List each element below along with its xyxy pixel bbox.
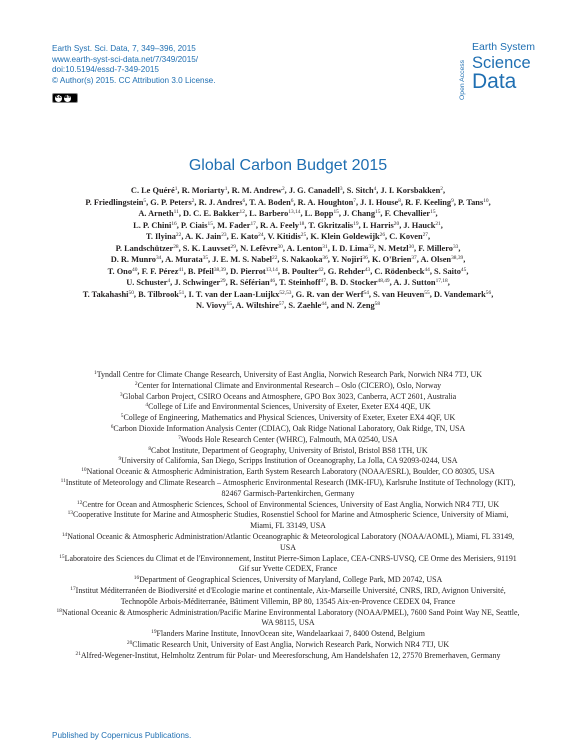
- affiliation-list: [56, 370, 520, 662]
- affiliation-number: 8: [148, 445, 152, 452]
- author-affiliation-ref: 4: [373, 186, 377, 192]
- author: [196, 301, 232, 310]
- author: [298, 198, 356, 207]
- author-name: P. Landschützer: [115, 243, 174, 253]
- affiliation-text: National Oceanic & Atmospheric Administration/Pacific Marine Environmental Laboratory (NOAA/PMEL), 7600 Sand Point Way NE, Seattle, WA 98115, USA: [61, 607, 520, 628]
- author-affiliation-ref: 28: [173, 243, 179, 250]
- author: [231, 232, 264, 241]
- author-affiliation-ref: 29: [220, 278, 226, 284]
- author-name: A. Lenton: [286, 243, 323, 253]
- author-name: D. C. E. Bakker: [182, 209, 240, 218]
- author-affiliation-ref: 32: [368, 243, 374, 250]
- journal-header: [52, 44, 216, 86]
- author: [138, 290, 184, 299]
- affiliation-text: National Oceanic & Atmospheric Administration/Atlantic Oceanographic & Meteorological Laboratory (NOAA/AOML), Miami, FL 33149, USA: [67, 531, 515, 552]
- author-name: S. Zaehle: [288, 301, 322, 310]
- author-name: B. Tilbrook: [138, 289, 179, 299]
- author-name: I. Harris: [362, 220, 394, 230]
- author-affiliation-ref: 13,14: [288, 209, 301, 215]
- author-affiliation-ref: 46: [269, 278, 276, 284]
- affiliation-number: 14: [61, 531, 68, 538]
- author: [405, 198, 454, 207]
- affiliation: [56, 640, 520, 651]
- author-affiliation-ref: 58: [374, 301, 381, 307]
- author-name: G. P. Peters: [150, 197, 192, 207]
- author-affiliation-ref: 31: [322, 243, 328, 250]
- affiliation-text: Cooperative Institute for Marine and Atmospheric Studies, Rosenstiel School for Marine and Atmospheric Science, University of Miami, Miami, FL 33149, USA: [73, 510, 509, 531]
- publisher-footer: Published by Copernicus Publications.: [52, 731, 192, 740]
- affiliation-number: 10: [81, 467, 87, 474]
- author-affiliation-ref: 22: [175, 232, 182, 238]
- author-name: T. Ono: [107, 266, 132, 276]
- author: [332, 255, 368, 264]
- affiliation: [56, 402, 520, 413]
- author: [249, 198, 293, 207]
- author: [83, 290, 134, 299]
- author-affiliation-ref: 51: [178, 289, 185, 296]
- author-name: N. Metzl: [378, 243, 409, 253]
- author-name: J. I. Korsbakken: [380, 186, 441, 195]
- affiliation: [56, 456, 520, 467]
- author-name: R. A. Houghton: [297, 197, 354, 207]
- author: [378, 244, 414, 253]
- affiliation-text: Tyndall Centre for Climate Change Research, University of East Anglia, Norwich Research Park, Norwich NR4 7TJ, UK: [96, 370, 482, 379]
- author-affiliation-ref: 20: [393, 220, 400, 227]
- author: [108, 267, 138, 276]
- affiliation-number: 5: [120, 413, 124, 420]
- author-name: F. Millero: [418, 243, 453, 253]
- author-affiliation-ref: 29: [230, 243, 236, 250]
- author-affiliation-ref: 15: [333, 209, 339, 215]
- affiliation: [56, 651, 520, 662]
- affiliation: [56, 500, 520, 511]
- author-name: A. J. Sutton: [393, 278, 436, 287]
- author: [360, 198, 401, 207]
- author: [183, 209, 245, 218]
- author-affiliation-ref: 16: [171, 220, 177, 227]
- author: [199, 198, 246, 207]
- author: [282, 255, 328, 264]
- author-name: J. E. M. S. Nabel: [212, 255, 272, 264]
- author-name: L. Bopp: [304, 209, 334, 218]
- author-affiliation-ref: 2: [281, 186, 285, 192]
- license-text: © Author(s) 2015. CC Attribution 3.0 License.: [52, 75, 216, 85]
- author-name: P. Friedlingstein: [85, 197, 144, 207]
- affiliation: [56, 467, 520, 478]
- author: [346, 301, 380, 310]
- author-affiliation-ref: 35: [202, 255, 209, 261]
- affiliation: [56, 413, 520, 424]
- author: [310, 232, 385, 241]
- author-name: B. Poulter: [282, 266, 319, 276]
- affiliation: [56, 554, 520, 576]
- affiliation-number: 21: [75, 650, 81, 657]
- author: [138, 209, 178, 218]
- affiliation-text: Center for International Climate and Environmental Research – Oslo (CICERO), Oslo, Norway: [137, 380, 442, 390]
- author: [181, 221, 213, 230]
- author: [182, 186, 228, 195]
- affiliation-number: 16: [133, 575, 140, 582]
- author-affiliation-ref: 15: [430, 209, 436, 215]
- author-affiliation-ref: 11: [173, 209, 179, 215]
- author-affiliation-ref: 36: [322, 255, 328, 261]
- affiliation-text: Institute of Meteorology and Climate Research – Atmospheric Environmental Research (IMK-IFU), Karlsruhe Institute of Technology (KIT), 82467 Garmisch-Partenkirchen, Germany: [65, 477, 516, 498]
- affiliation: [56, 608, 520, 630]
- author-name: N. Lefèvre: [240, 243, 278, 253]
- affiliation-text: Climatic Research Unit, University of East Anglia, Norwich Research Park, Norwich NR4 7TJ, UK: [132, 639, 450, 649]
- author: [372, 255, 417, 264]
- author-name: R. A. Feely: [260, 220, 299, 230]
- affiliation-number: 18: [56, 607, 62, 614]
- affiliation-number: 13: [67, 510, 73, 517]
- author: [363, 221, 399, 230]
- affiliation-number: 4: [145, 402, 149, 409]
- affiliation-text: Institut Méditerranéen de Biodiversité et d'Ecologie marine et continentale, Aix-Marseille Université, CNRS, IRD, Avignon Université, Technopôle Arbois-Méditerranée, Bâtiment Villemin, BP 80, 13545 Aix-en-Provence CEDEX 04, France: [75, 585, 506, 606]
- author-affiliation-ref: 52,53: [279, 289, 292, 296]
- author-affiliation-ref: 24: [258, 232, 264, 238]
- author-name: V. Kitidis: [267, 232, 301, 241]
- author-affiliation-ref: 6: [242, 197, 246, 204]
- affiliation-number: 1: [94, 370, 97, 376]
- author-name: A. K. Jain: [185, 232, 222, 241]
- affiliation: [56, 370, 520, 381]
- affiliation: [56, 424, 520, 435]
- affiliation-number: 17: [70, 585, 76, 592]
- author-affiliation-ref: 34: [155, 255, 162, 261]
- affiliation-number: 7: [178, 434, 181, 441]
- author-list: C. Le Quéré$^1$, R. Moriarty$^1$, R. M. Andrew$^2$, J. G. Canadell$^3$, S. Sitch$^4$, J. I. Korsbakken$^2$, P. Friedlingstein$^5$, G. P. Peters$^2$, R. J. Andres$^6$, T. A. Boden$^6$, R. A. Houghton$^7$, J. I. House$^8$, R. F. Keeling$^9$, P. Tans$^{10}$, A. Arneth$^{11}$, D. C. E. Bakker$^{12}$, L. Barbero$^{13,14}$, L. Bopp$^{15}$, J. Chang$^{15}$, F. Chevallier$^{15}$, L. P. Chini$^{16}$, P. Ciais$^{15}$, M. Fader$^{17}$, R. A. Feely$^{18}$, T. Gkritzalis$^{19}$, I. Harris$^{20}$, J. Hauck$^{21}$, T. Ilyina$^{22}$, A. K. Jain$^{23}$, E. Kato$^{24}$, V. Kitidis$^{25}$, K. Klein Goldewijk$^{26}$, C. Koven$^{27}$, P. Landschützer$^{28}$, S. K. Lauvset$^{29}$, N. Lefèvre$^{30}$, A. Lenton$^{31}$, I. D. Lima$^{32}$, N. Metzl$^{30}$, F. Millero$^{33}$, D. R. Munro$^{34}$, A. Murata$^{35}$, J. E. M. S. Nabel$^{22}$, S. Nakaoka$^{36}$, Y. Nojiri$^{36}$, K. O'Brien$^{37}$, A. Olsen$^{38,39}$, T. Ono$^{40}$, F. F. Pérez$^{41}$, B. Pfeil$^{38,39}$, D. Pierrot$^{13,14}$, B. Poulter$^{42}$, G. Rehder$^{43}$, C. Rödenbeck$^{44}$, S. Saito$^{45}$, U. Schuster$^4$, J. Schwinger$^{29}$, R. Séférian$^{46}$, T. Steinhoff$^{47}$, B. D. Stocker$^{48,49}$, A. J. Sutton$^{17,18}$, T. Takahashi$^{50}$, B. Tilbrook$^{51}$, I. T. van der Laan-Luijkx$^{52,53}$, G. R. van der Werf$^{54}$, S. van Heuven$^{55}$, D. Vandemark$^{56}$, N. Viovy$^{15}$, A. Wiltshire$^{57}$, S. Zaehle$^{44}$, and N. Zeng$^{58}$: [82, 186, 494, 310]
- author-name: T. Takahashi: [82, 289, 129, 299]
- author-affiliation-ref: 45: [460, 266, 467, 273]
- author: [380, 186, 443, 195]
- author-name: K. O'Brien: [371, 255, 412, 264]
- author: [236, 301, 285, 310]
- author: [330, 278, 389, 287]
- author: [343, 209, 380, 218]
- author-affiliation-ref: 4: [167, 278, 171, 284]
- author-name: A. Olsen: [420, 255, 452, 264]
- author-name: M. Fader: [217, 220, 251, 230]
- author-affiliation-ref: 38,39: [451, 255, 464, 261]
- affiliation-number: 11: [60, 477, 66, 484]
- author-name: S. Nakaoka: [281, 255, 323, 264]
- affiliation: [56, 381, 520, 392]
- author: [111, 255, 162, 264]
- cc-icon: cc: [55, 94, 62, 100]
- affiliation-number: 15: [59, 553, 65, 560]
- author-affiliation-ref: 37: [411, 255, 417, 261]
- author-name: R. F. Keeling: [405, 197, 452, 207]
- author: [308, 221, 358, 230]
- author: [165, 255, 208, 264]
- affiliation-text: College of Engineering, Mathematics and Physical Sciences, University of Exeter, Exeter EX4 4QF, UK: [123, 413, 456, 423]
- affiliation: [56, 392, 520, 403]
- author-name: G. Rehder: [327, 266, 365, 276]
- author-affiliation-ref: 57: [278, 301, 285, 307]
- author-affiliation-ref: 23: [221, 232, 227, 238]
- affiliation: [56, 446, 520, 457]
- affiliation-text: Centre for Ocean and Atmospheric Sciences, School of Environmental Sciences, University of East Anglia, Norwich NR4 7TJ, UK: [82, 499, 500, 509]
- author-name: T. Steinhoff: [279, 278, 321, 287]
- author-affiliation-ref: 33: [452, 243, 459, 250]
- author-name: I. D. Lima: [331, 243, 369, 253]
- author-affiliation-ref: 1: [174, 186, 178, 192]
- author-affiliation-ref: 41: [178, 266, 184, 273]
- author: [249, 209, 300, 218]
- author: [420, 255, 463, 264]
- affiliation-text: University of California, San Diego, Scripps Institution of Oceanography, La Jolla, CA 92093-0244, USA: [121, 456, 458, 466]
- author-affiliation-ref: 10: [483, 197, 489, 204]
- author: [126, 278, 170, 287]
- affiliation-text: Global Carbon Project, CSIRO Oceans and Atmosphere, GPO Box 3023, Canberra, ACT 2601, Australia: [122, 391, 457, 401]
- author: [347, 186, 377, 195]
- author-affiliation-ref: 48,49: [377, 278, 390, 284]
- author-affiliation-ref: 36: [362, 255, 368, 261]
- author-affiliation-ref: 7: [353, 197, 356, 204]
- author: [260, 221, 304, 230]
- affiliation: [56, 575, 520, 586]
- author: [418, 244, 458, 253]
- author-affiliation-ref: 17,18: [435, 278, 448, 284]
- author: [116, 244, 179, 253]
- author: [328, 267, 370, 276]
- author-name: D. Pierrot: [230, 266, 266, 276]
- author: [85, 198, 146, 207]
- affiliation-text: Department of Geographical Sciences, University of Maryland, College Park, MD 20742, USA: [139, 575, 443, 585]
- author-affiliation-ref: 15: [375, 209, 381, 215]
- author-name: I. T. van der Laan-Luijkx: [188, 289, 280, 299]
- author-affiliation-ref: 42: [318, 266, 324, 273]
- author-affiliation-ref: 9: [451, 197, 454, 204]
- affiliation-number: 19: [151, 629, 157, 636]
- cc-by-badge[interactable]: [52, 93, 78, 103]
- doi[interactable]: doi:10.5194/essd-7-349-2015: [52, 65, 159, 75]
- author-affiliation-ref: 55: [424, 289, 430, 296]
- author-name: F. Chevallier: [384, 209, 431, 218]
- author-name: A. Arneth: [138, 209, 174, 218]
- author: [142, 267, 184, 276]
- affiliation-number: 6: [110, 423, 114, 430]
- by-icon: BY: [64, 94, 71, 100]
- author-name: C. Le Quéré: [130, 186, 175, 195]
- author-name: T. Gkritzalis: [308, 220, 354, 230]
- affiliation-number: 3: [119, 391, 123, 398]
- author-affiliation-ref: 5: [143, 197, 147, 204]
- author: [188, 267, 226, 276]
- author-name: J. Chang: [343, 209, 375, 218]
- author: [183, 244, 236, 253]
- affiliation-text: National Oceanic & Atmospheric Administration, Earth System Research Laboratory (NOAA/ESRL), Boulder, CO 80305, USA: [86, 467, 495, 477]
- author-affiliation-ref: 12: [239, 209, 245, 215]
- author: [133, 221, 177, 230]
- author-name: P. Tans: [457, 197, 484, 207]
- author-name: D. R. Munro: [110, 255, 156, 264]
- author-affiliation-ref: 13,14: [265, 266, 278, 273]
- author-name: J. I. House: [360, 197, 399, 207]
- author-affiliation-ref: 25: [300, 232, 307, 238]
- author-affiliation-ref: 18: [298, 220, 305, 227]
- logo-line-3: Data: [472, 70, 517, 93]
- author: [434, 267, 466, 276]
- author-affiliation-ref: 44: [321, 301, 327, 307]
- journal-logo: [472, 42, 535, 92]
- author-affiliation-ref: 47: [320, 278, 327, 284]
- affiliation: [56, 586, 520, 608]
- author-name: R. M. Andrew: [231, 186, 282, 195]
- author-name: Y. Nojiri: [331, 255, 363, 264]
- author-name: J. Schwinger: [174, 278, 221, 287]
- author-affiliation-ref: 54: [363, 289, 369, 296]
- author-affiliation-ref: 15: [226, 301, 232, 307]
- author: [287, 244, 328, 253]
- author-name: C. Rödenbeck: [374, 266, 425, 276]
- paper-title: Global Carbon Budget 2015: [188, 157, 388, 174]
- author: [403, 221, 440, 230]
- affiliation-text: Flanders Marine Institute, InnovOcean site, Wandelaarkaai 7, 8400 Ostend, Belgium: [156, 629, 425, 639]
- author-affiliation-ref: 40: [132, 266, 138, 273]
- author-name: E. Kato: [230, 232, 259, 241]
- author-name: R. J. Andres: [198, 197, 243, 207]
- affiliation: [56, 478, 520, 500]
- author-affiliation-ref: 26: [379, 232, 386, 238]
- author-name: S. K. Lauvset: [182, 243, 231, 253]
- affiliation: [56, 510, 520, 532]
- author: [217, 221, 256, 230]
- affiliation-text: Laboratoire des Sciences du Climat et de l'Environnement, Institut Pierre-Simon Laplace, CEA-CNRS-UVSQ, CE Orme des Merisiers, 91191 Gif sur Yvette CEDEX, France: [64, 553, 517, 574]
- author: [288, 301, 326, 310]
- author-affiliation-ref: 30: [408, 243, 415, 250]
- affiliation-number: 9: [118, 456, 122, 463]
- author-affiliation-ref: 38,39: [213, 266, 226, 273]
- author-affiliation-ref: 6: [290, 197, 294, 204]
- author-affiliation-ref: 30: [277, 243, 283, 250]
- author-name: L. P. Chini: [133, 220, 172, 230]
- logo-line-2: Science: [472, 53, 531, 72]
- author-name: N. Zeng: [346, 301, 375, 310]
- author: [150, 198, 194, 207]
- author: [146, 232, 181, 241]
- author: [434, 290, 491, 299]
- author: [188, 290, 291, 299]
- affiliation-number: 12: [76, 499, 83, 506]
- author: [240, 244, 283, 253]
- author-name: P. Ciais: [180, 220, 208, 230]
- author-affiliation-ref: 56: [485, 289, 492, 296]
- author: [389, 232, 428, 241]
- author-name: G. R. van der Werf: [295, 289, 364, 299]
- author-name: A. Murata: [165, 255, 203, 264]
- author-affiliation-ref: 15: [207, 220, 213, 227]
- author: [232, 186, 285, 195]
- author-name: R. Séférian: [229, 278, 270, 287]
- author: [289, 186, 343, 195]
- author-affiliation-ref: 2: [191, 197, 195, 204]
- author: [374, 267, 429, 276]
- author: [268, 232, 307, 241]
- author: [393, 278, 447, 287]
- author: [296, 290, 369, 299]
- author-affiliation-ref: 44: [424, 266, 430, 273]
- author: [458, 198, 489, 207]
- author-affiliation-ref: 43: [364, 266, 371, 273]
- author-name: S. Saito: [434, 266, 461, 276]
- author: [230, 267, 278, 276]
- author-name: T. A. Boden: [249, 197, 291, 207]
- author-affiliation-ref: 50: [128, 289, 134, 296]
- author-name: T. Ilyina: [145, 232, 176, 241]
- author-name: N. Viovy: [195, 301, 227, 310]
- author-name: D. Vandemark: [433, 289, 486, 299]
- author: [185, 232, 227, 241]
- author-name: B. D. Stocker: [330, 278, 378, 287]
- author-affiliation-ref: 3: [339, 186, 343, 192]
- author-name: C. Koven: [389, 232, 423, 241]
- author-name: J. Hauck: [403, 220, 436, 230]
- author: [212, 255, 277, 264]
- author-affiliation-ref: 8: [398, 197, 401, 204]
- open-access-label: [459, 42, 469, 102]
- author-name: S. Sitch: [346, 186, 374, 195]
- author: [282, 267, 324, 276]
- author: [305, 209, 339, 218]
- affiliation-text: Alfred-Wegener-Institut, Helmholtz Zentrum für Polar- und Meeresforschung, Am Handelshafen 12, 27570 Bremerhaven, Germany: [80, 650, 501, 660]
- author-name: U. Schuster: [126, 278, 168, 287]
- author-name: A. Wiltshire: [235, 301, 279, 310]
- affiliation: [56, 435, 520, 446]
- author-name: L. Barbero: [249, 209, 289, 218]
- affiliation-number: 20: [126, 639, 133, 646]
- author-name: K. Klein Goldewijk: [310, 232, 380, 241]
- author: [174, 278, 225, 287]
- author-affiliation-ref: 21: [435, 220, 441, 227]
- affiliation-text: College of Life and Environmental Sciences, University of Exeter, Exeter EX4 4QE, UK: [148, 402, 431, 412]
- author-affiliation-ref: 1: [224, 186, 228, 192]
- author-name: J. G. Canadell: [288, 186, 340, 195]
- author: [385, 209, 436, 218]
- affiliation-text: Woods Hole Research Center (WHRC), Falmouth, MA 02540, USA: [180, 434, 398, 444]
- logo-line-1: Earth System: [472, 41, 536, 53]
- affiliation: [56, 629, 520, 640]
- author: [332, 244, 374, 253]
- journal-citation: Earth Syst. Sci. Data, 7, 349–396, 2015: [52, 44, 196, 53]
- affiliation-number: 2: [134, 380, 138, 387]
- author-affiliation-ref: 27: [422, 232, 428, 238]
- author-affiliation-ref: 2: [440, 186, 443, 192]
- open-access-text: Open Access: [459, 59, 466, 100]
- author-affiliation-ref: 17: [250, 220, 256, 227]
- author-affiliation-ref: 19: [353, 220, 359, 227]
- author: [230, 278, 275, 287]
- author: [279, 278, 326, 287]
- author: [373, 290, 430, 299]
- author-name: B. Pfeil: [187, 266, 214, 276]
- author-name: R. Moriarty: [181, 186, 225, 195]
- affiliation-text: Carbon Dioxide Information Analysis Center (CDIAC), Oak Ridge National Laboratory, Oak Ridge, TN, USA: [113, 423, 466, 433]
- affiliation: [56, 532, 520, 554]
- journal-url[interactable]: www.earth-syst-sci-data.net/7/349/2015/: [52, 54, 199, 64]
- author: [131, 186, 178, 195]
- author-affiliation-ref: 22: [272, 255, 278, 261]
- author-name: F. F. Pérez: [141, 266, 179, 276]
- affiliation-text: Cabot Institute, Department of Geography, University of Bristol, Bristol BS8 1TH, UK: [151, 445, 428, 455]
- author-name: S. van Heuven: [373, 289, 425, 299]
